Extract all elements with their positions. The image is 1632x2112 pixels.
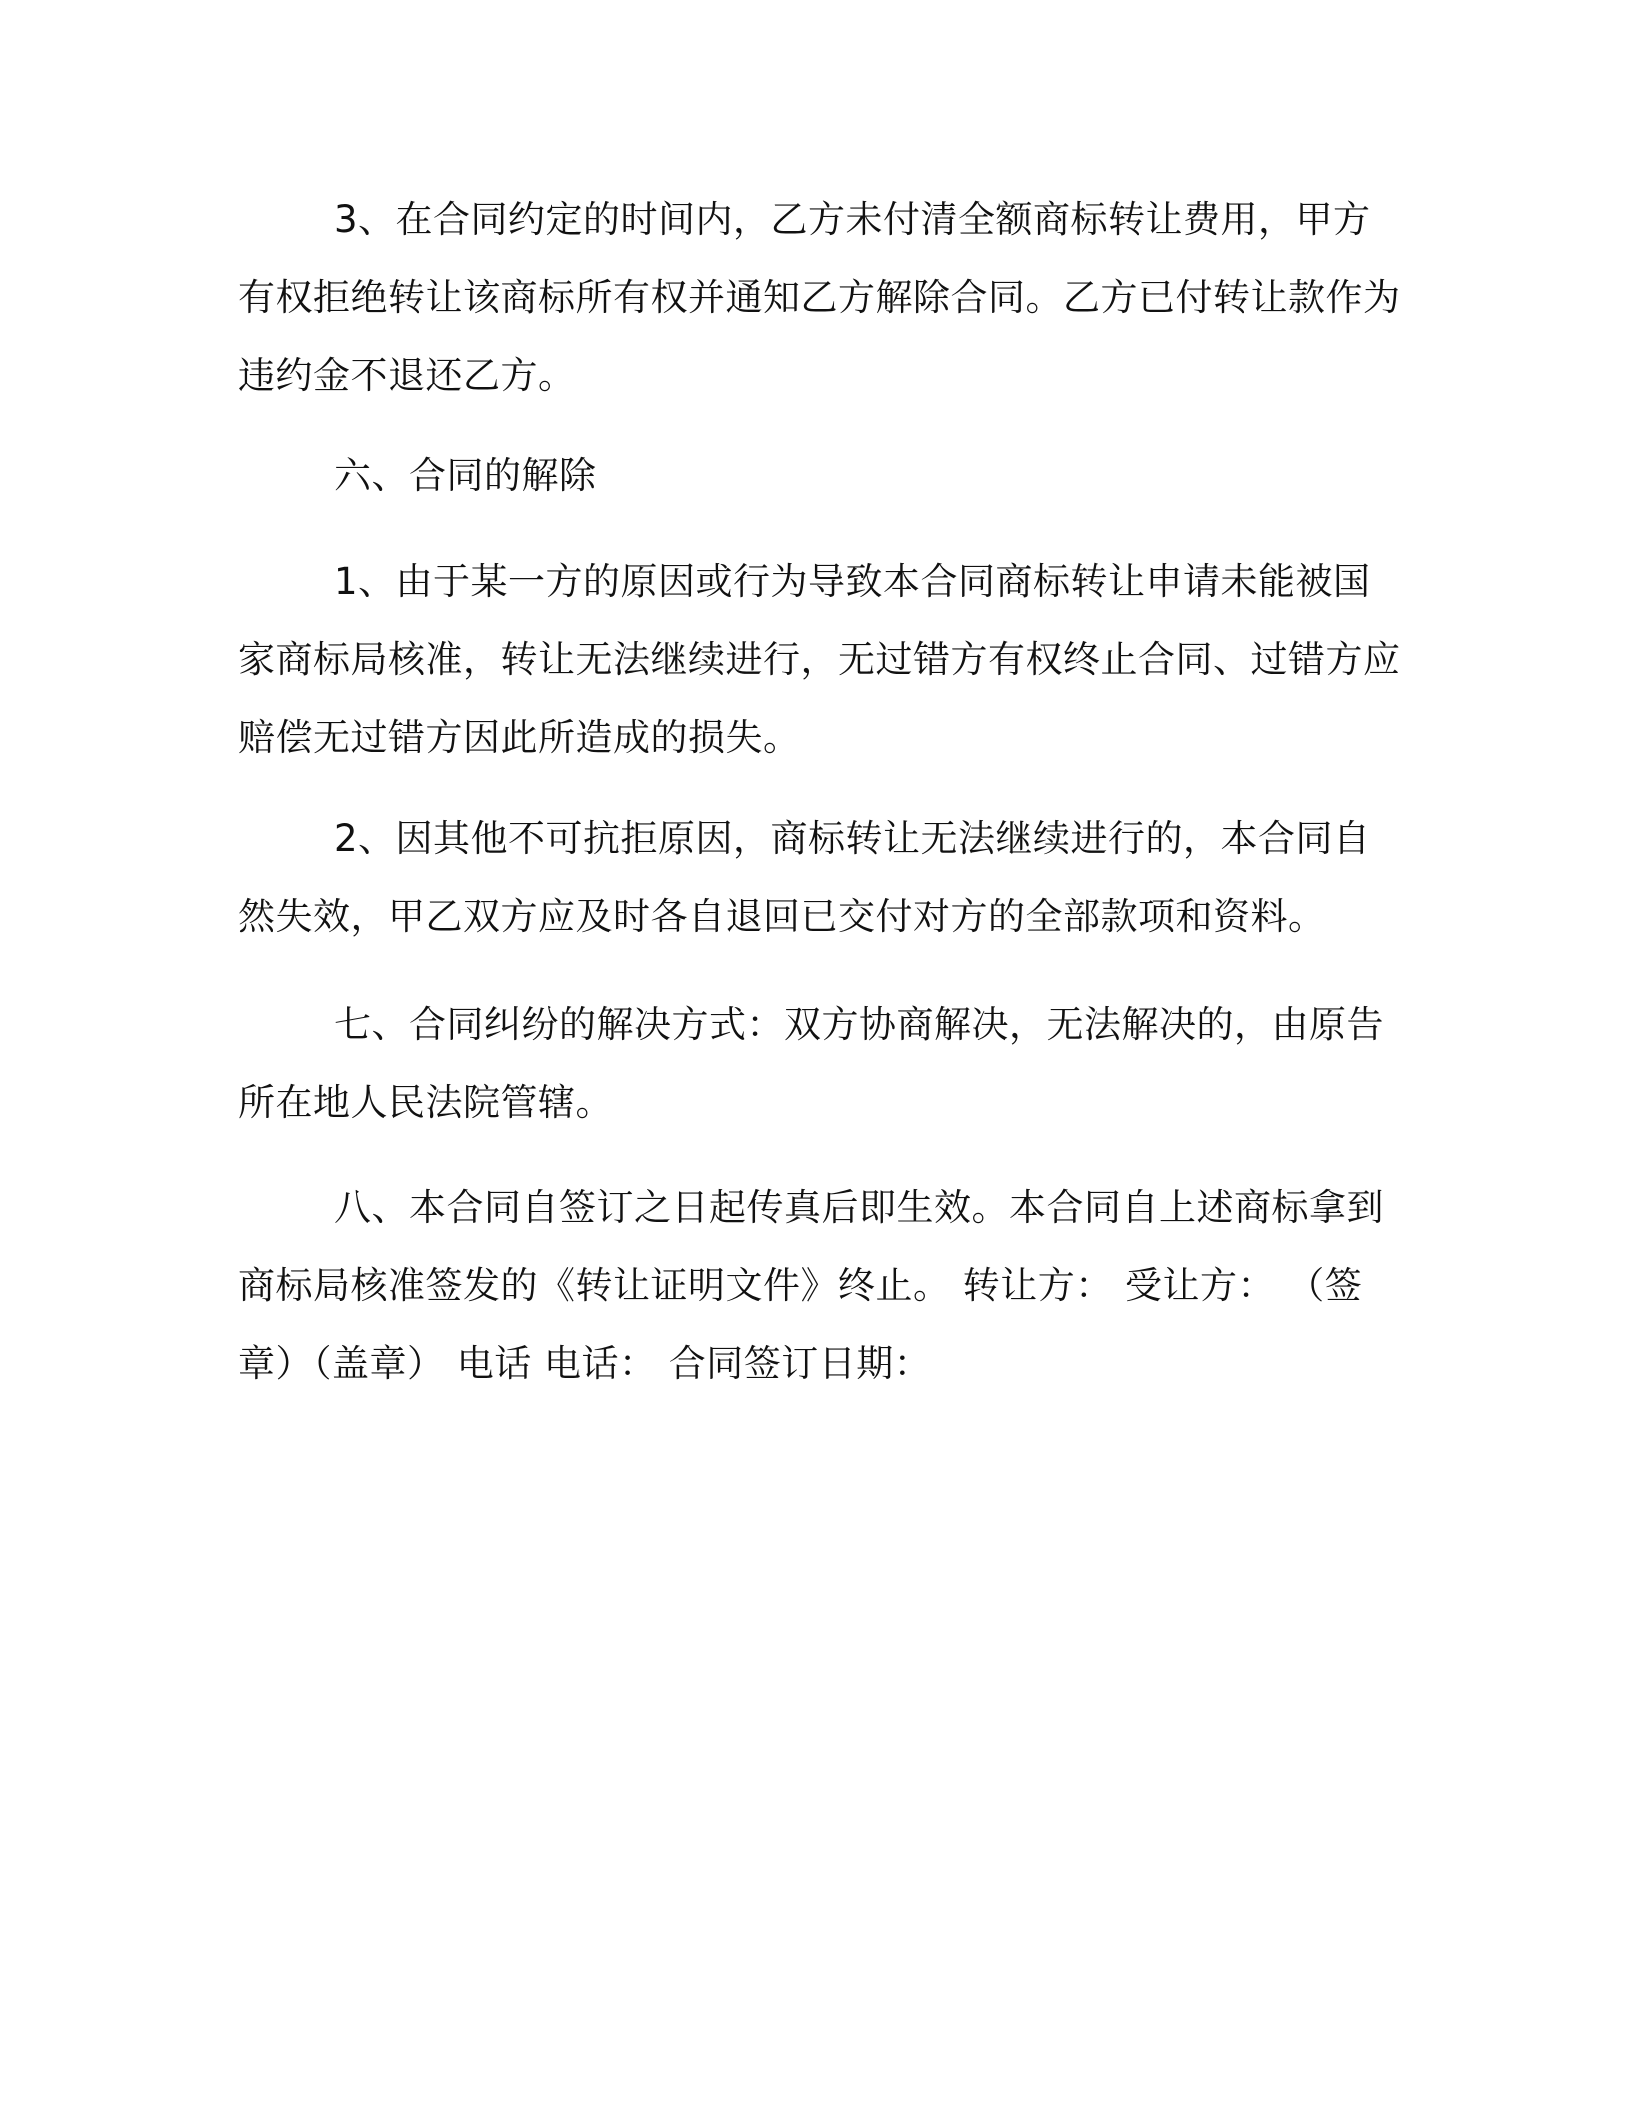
section-heading-termination: 六、合同的解除 <box>334 454 597 497</box>
clause-2-force-majeure: 2、因其他不可抗拒原因，商标转让无法继续进行的，本合同自然失效，甲乙双方应及时各自退回已交付对方的全部款项和资料。 <box>238 817 1371 938</box>
clause-1-fault-termination: 1、由于某一方的原因或行为导致本合同商标转让申请未能被国家商标局核准，转让无法继续进行，无过错方有权终止合同、过错方应赔偿无过错方因此所造成的损失。 <box>238 560 1401 759</box>
clause-3-payment-default: 3、在合同约定的时间内，乙方未付清全额商标转让费用，甲方有权拒绝转让该商标所有权并通知乙方解除合同。乙方已付转让款作为违约金不退还乙方。 <box>238 198 1401 397</box>
section-effectiveness-and-signatures: 八、本合同自签订之日起传真后即生效。本合同自上述商标拿到商标局核准签发的《转让证明文件》终止。 转让方： 受让方： （签章）（盖章） 电话 电话： 合同签订日期： <box>238 1186 1384 1385</box>
section-dispute-resolution: 七、合同纠纷的解决方式：双方协商解决，无法解决的，由原告所在地人民法院管辖。 <box>238 1003 1384 1124</box>
